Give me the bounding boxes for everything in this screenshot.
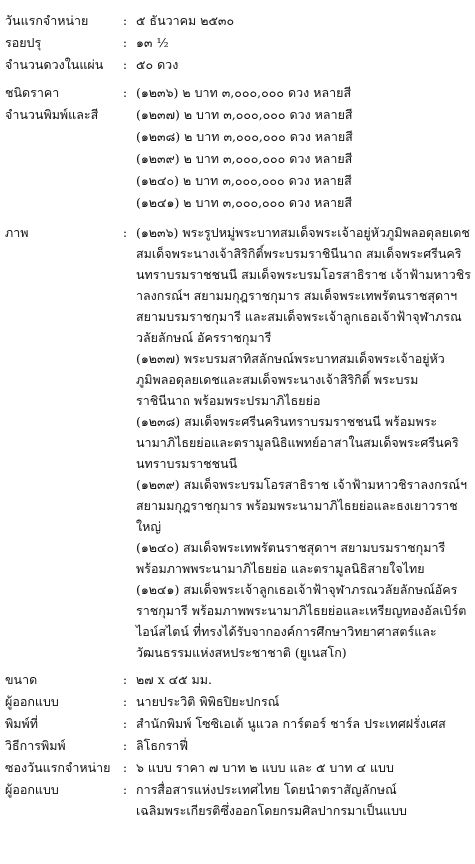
row-stamps-per-sheet xyxy=(5,54,471,76)
size-value: ๒๗ x ๔๕ มม. xyxy=(136,672,212,687)
colon: : xyxy=(122,672,128,687)
image-label: ภาพ xyxy=(5,225,29,240)
fdc-value: ๖ แบบ ราคา ๗ บาท ๒ แบบ และ ๕ บาท ๔ แบบ xyxy=(136,760,394,775)
designer-label: ผู้ออกแบบ xyxy=(5,694,59,709)
colon: : xyxy=(122,13,128,28)
first-day-value: ๕ ธันวาคม ๒๕๓๐ xyxy=(136,13,235,28)
method-value: ลิโธกราฟี่ xyxy=(136,738,189,753)
row-print-quantity xyxy=(5,104,471,214)
print-quantity-item: (๑๒๔๐) ๒ บาท ๓,๐๐๐,๐๐๐ ดวง หลายสี xyxy=(136,173,352,188)
image-paragraph: (๑๒๓๗) พระบรมสาทิสลักษณ์พระบาทสมเด็จพระเจ้าอยู่หัวภูมิพลอดุลยเดชและสมเด็จพระนางเจ้าสิริกิติ์ พระบรมราชินีนาถ พร้อมพระปรมาภิไธยย่อ xyxy=(136,351,445,408)
colon: : xyxy=(122,85,128,100)
first-day-label: วันแรกจำหน่าย xyxy=(5,13,89,28)
colon: : xyxy=(122,760,128,775)
colon: : xyxy=(122,738,128,753)
row-perforation xyxy=(5,32,471,54)
size-label: ขนาด xyxy=(5,672,38,687)
stamps-per-sheet-value: ๕๐ ดวง xyxy=(136,57,179,72)
image-paragraph: (๑๒๓๘) สมเด็จพระศรีนครินทราบรมราชชนนี พร้อมพระนามาภิไธยย่อและตรามูลนิธิแพทย์อาสาในสมเด็จพระศรีนครินทราบรมราชชนนี xyxy=(136,414,459,471)
row-fdc-designer xyxy=(5,779,471,821)
image-paragraph: (๑๒๓๖) พระรูปหมู่พระบาทสมเด็จพระเจ้าอยู่หัวภูมิพลอดุลยเดช สมเด็จพระนางเจ้าสิริกิติ์พระบรมราชินีนาถ สมเด็จพระศรีนครินทราบรมราชชนนี สมเด็จพระบรมโอรสาธิราช เจ้าฟ้ามหาวชิราลงกรณ์ฯ สยามมกุฎราชกุมาร สมเด็จพระเทพรัตนราชสุดาฯ สยามบรมราชกุมารี และสมเด็จพระเจ้าลูกเธอเจ้าฟ้าจุฬาภรณวลัยลักษณ์ อัครราชกุมารี xyxy=(136,225,471,345)
stamps-per-sheet-label: จำนวนดวงในแผ่น xyxy=(5,57,104,72)
printer-value: สำนักพิมพ์ โซซิเอเต้ นูแวล การ์ตอร์ ชาร์ล ประเทศฝรั่งเศส xyxy=(136,716,446,731)
fdc-designer-value: การสื่อสารแห่งประเทศไทย โดยนำตราสัญลักษณ์เฉลิมพระเกียรติซึ่งออกโดยกรมศิลปากรมาเป็นแบบ xyxy=(136,782,407,818)
image-paragraph: (๑๒๔๑) สมเด็จพระเจ้าลูกเธอเจ้าฟ้าจุฬาภรณวลัยลักษณ์อัครราชกุมารี พร้อมภาพพระนามาภิไธยย่อและเหรียญทองอัลเบิร์ตไอน์สไตน์ ที่ทรงได้รับจากองค์การศึกษาวิทยาศาสตร์และวัฒนธรรมแห่งสหประชาชาติ (ยูเนสโก) xyxy=(136,582,467,660)
perforation-label: รอยปรุ xyxy=(5,35,42,50)
row-first-day xyxy=(5,10,471,32)
image-value xyxy=(136,222,471,663)
colon: : xyxy=(122,225,128,240)
image-paragraph: (๑๒๓๙) สมเด็จพระบรมโอรสาธิราช เจ้าฟ้ามหาวชิราลงกรณ์ฯ สยามมกุฎราชกุมาร พร้อมพระนามาภิไธยย่อและธงเยาวราชใหญ่ xyxy=(136,477,468,534)
row-size xyxy=(5,669,471,691)
print-quantity-label: จำนวนพิมพ์และสี xyxy=(5,107,99,122)
colon: : xyxy=(122,694,128,709)
denominations-label: ชนิดราคา xyxy=(5,85,60,100)
print-quantity-item: (๑๒๓๘) ๒ บาท ๓,๐๐๐,๐๐๐ ดวง หลายสี xyxy=(136,129,353,144)
colon: : xyxy=(122,716,128,731)
print-quantity-item: (๑๒๓๙) ๒ บาท ๓,๐๐๐,๐๐๐ ดวง หลายสี xyxy=(136,151,353,166)
image-paragraph: (๑๒๔๐) สมเด็จพระเทพรัตนราชสุดาฯ สยามบรมราชกุมารีพร้อมภาพพระนามาภิไธยย่อ และตรามูลนิธิสายใจไทย xyxy=(136,540,446,576)
fdc-label: ซองวันแรกจำหน่าย xyxy=(5,760,111,775)
print-quantity-value xyxy=(136,104,471,214)
designer-value: นายประวิติ พิพิธปิยะปกรณ์ xyxy=(136,694,280,709)
row-method xyxy=(5,735,471,757)
denomination-item: (๑๒๓๖) ๒ บาท ๓,๐๐๐,๐๐๐ ดวง หลายสี xyxy=(136,85,352,100)
colon: : xyxy=(122,57,128,72)
method-label: วิธีการพิมพ์ xyxy=(5,738,66,753)
row-printer xyxy=(5,713,471,735)
print-quantity-item: (๑๒๓๗) ๒ บาท ๓,๐๐๐,๐๐๐ ดวง หลายสี xyxy=(136,107,353,122)
row-denominations xyxy=(5,82,471,104)
row-fdc xyxy=(5,757,471,779)
row-image xyxy=(5,222,471,663)
print-quantity-item: (๑๒๔๑) ๒ บาท ๓,๐๐๐,๐๐๐ ดวง หลายสี xyxy=(136,195,353,210)
printer-label: พิมพ์ที่ xyxy=(5,716,38,731)
row-designer xyxy=(5,691,471,713)
denominations-value xyxy=(136,82,471,104)
stamp-details xyxy=(5,10,471,821)
perforation-value: ๑๓ ½ xyxy=(136,35,169,50)
colon: : xyxy=(122,35,128,50)
colon: : xyxy=(122,782,128,797)
fdc-designer-label: ผู้ออกแบบ xyxy=(5,782,59,797)
